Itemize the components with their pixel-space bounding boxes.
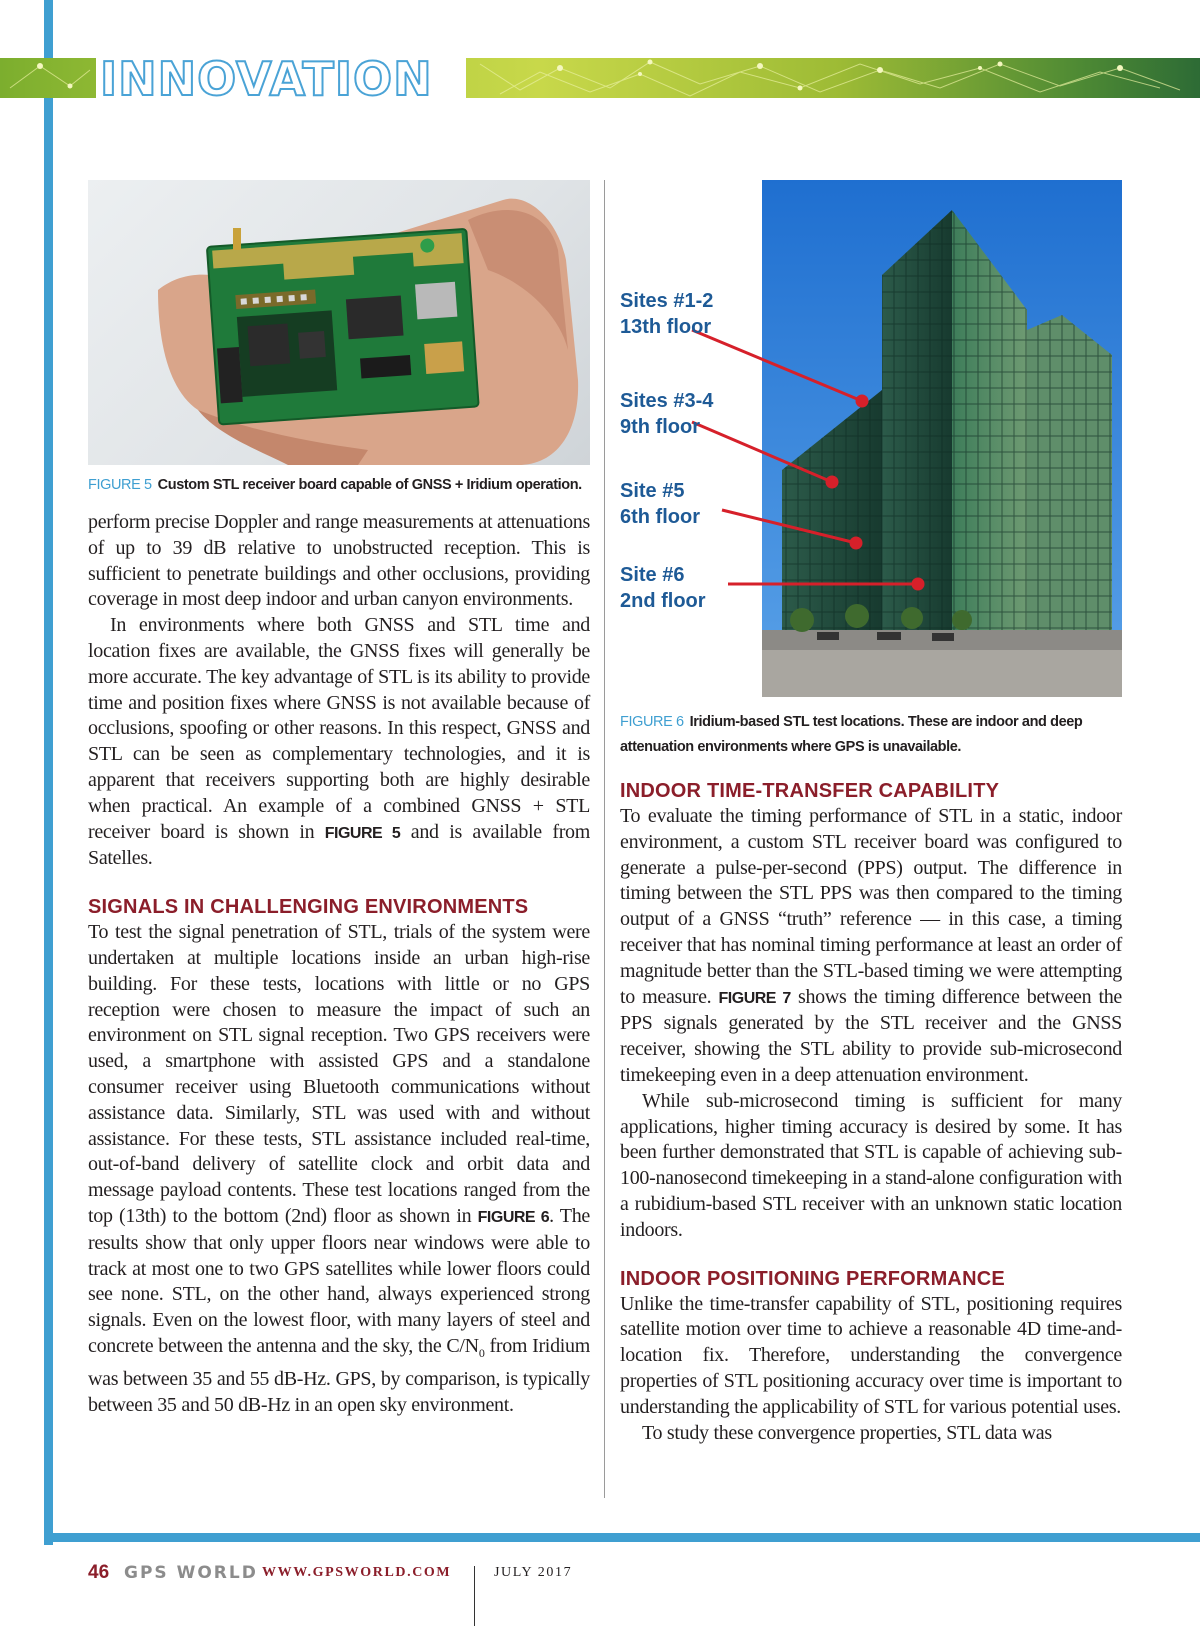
figure5-caption xyxy=(88,473,590,498)
issue-date: JULY 2017 xyxy=(494,1565,573,1580)
right-p1-end: shows the timing difference between the PPS signals generated by the STL receiver and the GNSS receiver, showing the STL ability to provide sub-microsecond timekeeping even in a deep attenuation environment. xyxy=(620,985,1123,1086)
site-1-2-name: Sites #1-2 xyxy=(620,290,714,312)
bottom-accent-bar xyxy=(44,1533,1200,1542)
section-title: INNOVATION xyxy=(100,58,433,98)
left-p3-end: from Iridium was between 35 and 55 dB-Hz. GPS, by comparison, is typically between 35 and 50 dB-Hz in an open sky environment. xyxy=(88,1334,590,1416)
left-p2-end: and is available from Satelles. xyxy=(88,820,591,870)
left-paragraph-1: perform precise Doppler and range measurements at attenuations of up to 39 dB relative to unobstructed reception. This is sufficient to penetrate buildings and other occlusions, providing coverage in most deep indoor and urban canyon environments. xyxy=(88,511,590,611)
site-6-name: Site #6 xyxy=(620,564,685,586)
figure5-reference: FIGURE 5 xyxy=(324,824,401,842)
site-6-floor: 2nd floor xyxy=(620,590,706,612)
heading-signals: SIGNALS IN CHALLENGING ENVIRONMENTS xyxy=(88,896,529,919)
publication-name: GPS WORLD xyxy=(124,1563,258,1583)
footer-divider xyxy=(474,1566,475,1626)
site-label-5 xyxy=(620,478,700,530)
cn0-subscript: 0 xyxy=(478,1345,485,1360)
page-number: 46 xyxy=(88,1562,110,1583)
left-paragraph-3 xyxy=(88,920,590,1418)
right-p1-text: To evaluate the timing performance of STL in a static, indoor environment, a custom STL receiver board was configured to generate a pulse-per-second (PPS) output. The difference in timing between the STL PPS was then compared to the timing output of a GNSS “truth” reference — in this case, a timing receiver that has nominal timing performance at least an order of magnitude better than the STL-based timing we were attempting to measure. xyxy=(620,805,1122,1008)
left-p3-mid: . The results show that only upper floors near windows were able to track at most one to two GPS satellites while lower floors could see none. STL, on the other hand, always experienced strong signals. Even on the lowest floor, with many layers of steel and concrete between the antenna and the sky, the C/N xyxy=(88,1204,591,1357)
heading-positioning: INDOOR POSITIONING PERFORMANCE xyxy=(620,1267,1005,1290)
figure6-caption xyxy=(620,710,1122,760)
left-paragraph-2 xyxy=(88,613,590,872)
site-label-1-2 xyxy=(620,288,713,340)
site-3-4-name: Sites #3-4 xyxy=(620,390,714,412)
figure5-photo xyxy=(88,180,590,465)
left-p2-text: In environments where both GNSS and STL time and location fixes are available, the GNSS fixes will generally be more accurate. The key advantage of STL is its ability to provide time and position fixes where GNSS is not available because of occlusions, spoofing or other reasons. In this respect, GNSS and STL can be seen as complementary technologies, and it is apparent that receivers supporting both are highly desirable when practical. An example of a combined GNSS + STL receiver board is shown in xyxy=(88,614,590,843)
figure7-reference: FIGURE 7 xyxy=(718,989,791,1007)
figure6-caption-text: Iridium-based STL test locations. These are indoor and deep attenuation environments where GPS is unavailable. xyxy=(620,714,1083,755)
site-3-4-floor: 9th floor xyxy=(620,416,700,438)
column-divider xyxy=(604,180,605,1498)
site-label-3-4 xyxy=(620,388,713,440)
right-paragraph-4: To study these convergence properties, STL data was xyxy=(642,1421,1052,1444)
right-paragraph-2: While sub-microsecond timing is sufficient for many applications, higher timing accuracy is desired by some. It has been further demonstrated that STL is capable of achieving sub-100-nanosecond timekeeping in a stand-alone configuration with a rubidium-based STL receiver with an unknown static location indoors. xyxy=(620,1089,1122,1241)
figure6-reference: FIGURE 6 xyxy=(477,1208,550,1226)
left-p3-text: To test the signal penetration of STL, trials of the system were undertaken at multiple locations inside an urban high-rise building. For these tests, locations with little or no GPS reception were chosen to measure the impact of such an environment on STL signal reception. Two GPS receivers were used, a smartphone with assisted GPS and a standalone consumer receiver using Bluetooth communications without assistance data. Similarly, STL was used with and without assistance. For these tests, STL assistance included real-time, out-of-band delivery of satellite clock and orbit data and message payload contents. These test locations ranged from the top (13th) to the bottom (2nd) floor as shown in xyxy=(88,921,590,1227)
site-5-floor: 6th floor xyxy=(620,506,700,528)
figure5-label: FIGURE 5 xyxy=(88,477,152,493)
left-accent-bar xyxy=(44,0,53,1545)
figure5-caption-text: Custom STL receiver board capable of GNSS + Iridium operation. xyxy=(157,477,582,493)
section-banner xyxy=(0,58,1200,98)
site-label-6 xyxy=(620,562,706,614)
heading-time-transfer: INDOOR TIME-TRANSFER CAPABILITY xyxy=(620,780,1000,802)
figure6-label: FIGURE 6 xyxy=(620,714,684,730)
pcb-board-in-hand-photo-icon xyxy=(88,180,590,465)
right-column xyxy=(620,180,1122,1446)
figure6 xyxy=(620,180,1122,700)
left-column xyxy=(88,180,590,1418)
site-5-name: Site #5 xyxy=(620,480,685,502)
right-paragraph-1 xyxy=(620,804,1122,1089)
publication-url[interactable]: WWW.GPSWORLD.COM xyxy=(262,1565,452,1580)
site-pointer-lines xyxy=(620,180,1122,700)
right-paragraph-3: Unlike the time-transfer capability of STL, positioning requires satellite motion over time to achieve a reasonable 4D time-and-location fix. Therefore, understanding the convergence properties of STL positioning accuracy over time is important to understanding the applicability of STL for various potential uses. xyxy=(620,1292,1122,1418)
site-1-2-floor: 13th floor xyxy=(620,316,712,338)
